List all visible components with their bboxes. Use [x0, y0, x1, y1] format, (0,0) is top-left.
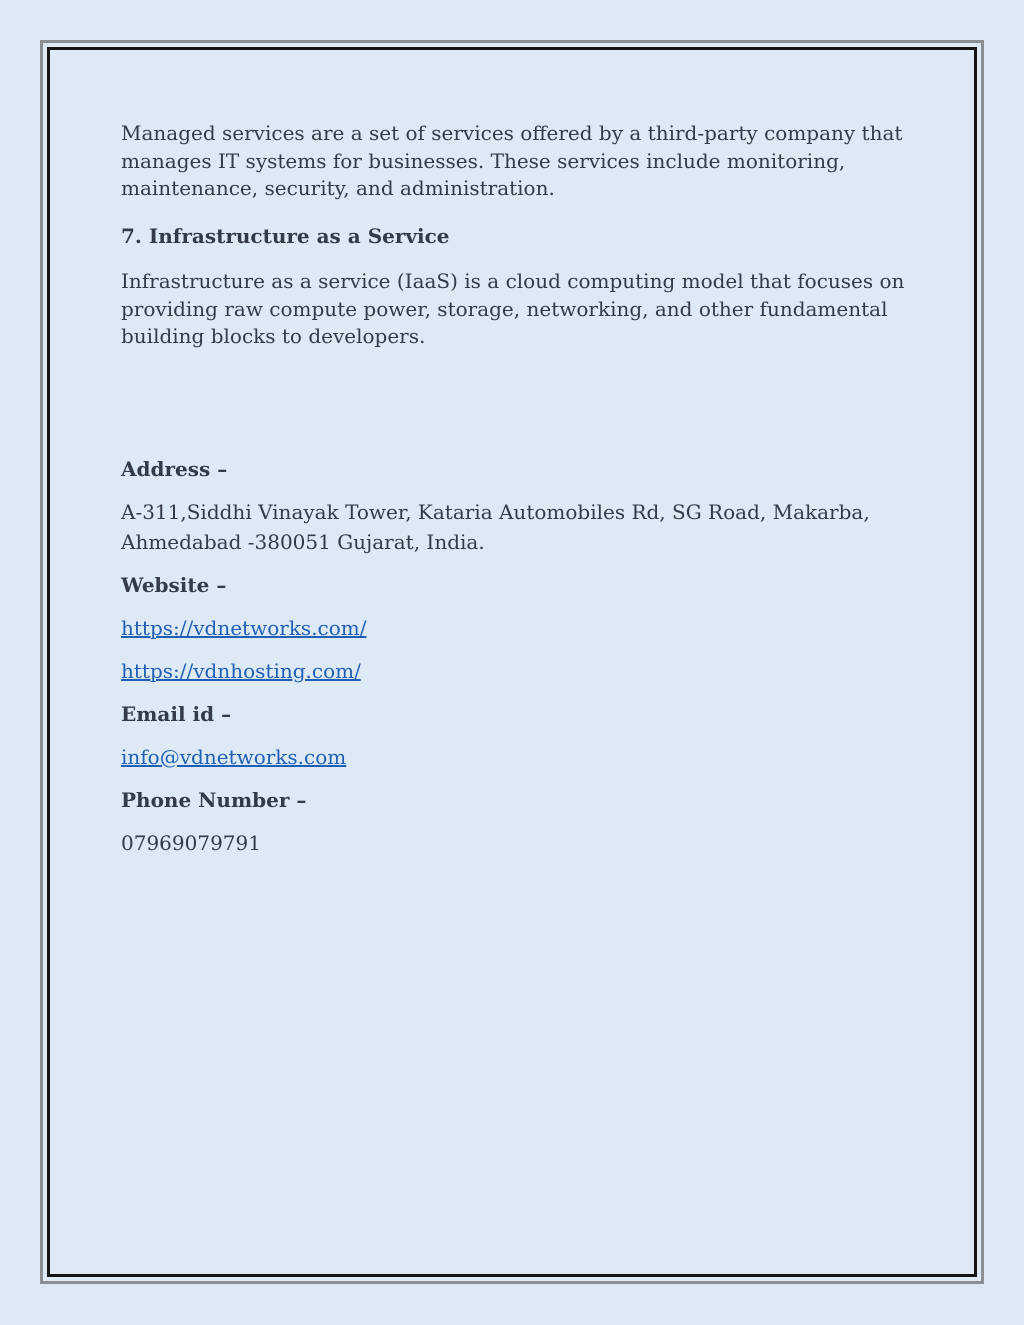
address-label: Address –: [121, 457, 228, 481]
address-line-1: A-311,Siddhi Vinayak Tower, Kataria Automobiles Rd, SG Road, Makarba,: [121, 500, 870, 524]
phone-label: Phone Number –: [121, 788, 307, 812]
website-link-row-2: [121, 657, 911, 686]
section-7-heading: 7. Infrastructure as a Service: [121, 224, 450, 248]
iaas-paragraph: Infrastructure as a service (IaaS) is a cloud computing model that focuses on providing raw compute power, storage, networking, and other fundamental building blocks to developers.: [121, 269, 905, 348]
website-link-vdnetworks[interactable]: https://vdnetworks.com/: [121, 616, 367, 640]
website-label: Website –: [121, 573, 227, 597]
address-line-2: Ahmedabad -380051 Gujarat, India.: [121, 530, 485, 554]
website-link-vdnhosting[interactable]: https://vdnhosting.com/: [121, 659, 361, 683]
email-link[interactable]: info@vdnetworks.com: [121, 745, 347, 769]
email-label: Email id –: [121, 702, 232, 726]
managed-services-paragraph: Managed services are a set of services offered by a third-party company that manages IT systems for businesses. These services include monitoring, maintenance, security, and administration.: [121, 121, 903, 200]
email-link-row: [121, 743, 911, 772]
phone-number: 07969079791: [121, 831, 261, 855]
website-link-row-1: [121, 614, 911, 643]
